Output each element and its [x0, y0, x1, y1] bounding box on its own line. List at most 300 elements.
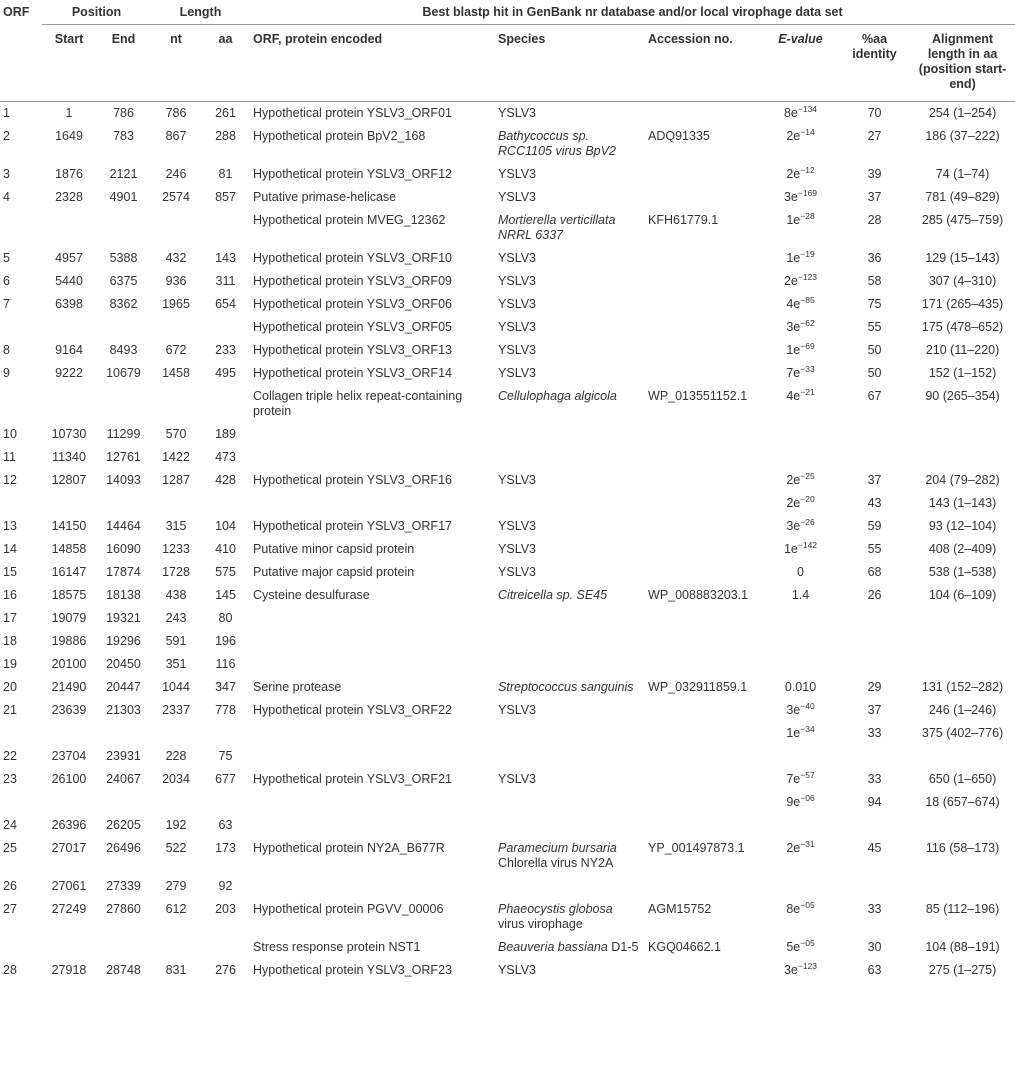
species: [495, 293, 645, 316]
end-position: 783: [113, 129, 134, 143]
e-value: [762, 584, 839, 607]
alignment-length: 204 (79–282): [925, 473, 1000, 487]
protein-encoded: Hypothetical protein NY2A_B677R: [253, 841, 445, 855]
e-value-exponent: −26: [800, 516, 815, 527]
aa-identity: [839, 875, 910, 898]
species: [495, 515, 645, 538]
col-position-header: Position: [42, 0, 151, 25]
protein-encoded: Hypothetical protein YSLV3_ORF16: [253, 473, 452, 487]
orf-number: 28: [3, 963, 17, 977]
length-nt: 243: [165, 611, 187, 625]
orf-number: 22: [3, 749, 17, 763]
col-species-header: Species: [495, 25, 645, 102]
table-body: [0, 102, 1015, 979]
species-name: YSLV3: [498, 703, 537, 717]
length-nt: [151, 492, 201, 515]
aa-identity: [839, 423, 910, 446]
species-name: YSLV3: [498, 519, 537, 533]
orf-number: 26: [3, 879, 17, 893]
length-aa: 311: [215, 274, 236, 288]
accession-number: WP_032911859.1: [648, 680, 748, 694]
species: [495, 814, 645, 837]
species-name: Phaeocystis globosa: [498, 902, 613, 916]
aa-identity: 30: [867, 940, 882, 954]
e-value-base: 1e: [783, 542, 798, 556]
length-aa: 288: [215, 129, 236, 143]
protein-encoded: Putative major capsid protein: [253, 565, 415, 579]
e-value: [762, 270, 839, 293]
species: [495, 209, 645, 247]
protein-encoded: Hypothetical protein YSLV3_ORF22: [253, 703, 452, 717]
length-aa: [201, 936, 250, 959]
table-row: [0, 247, 1015, 270]
length-aa: [201, 492, 250, 515]
protein-encoded: [250, 446, 495, 469]
aa-identity: 63: [867, 963, 882, 977]
accession-number: [645, 875, 762, 898]
accession-number: [645, 814, 762, 837]
e-value-exponent: −28: [800, 210, 815, 221]
start-position: 14150: [51, 519, 87, 533]
e-value: [762, 561, 839, 584]
length-nt: [151, 385, 201, 423]
e-value: [762, 875, 839, 898]
col-evalue-header: [762, 25, 839, 102]
species-name: YSLV3: [498, 251, 537, 265]
species: [495, 102, 645, 126]
length-aa: [201, 209, 250, 247]
e-value: [762, 898, 839, 936]
species-name: YSLV3: [498, 963, 537, 977]
species: [495, 125, 645, 163]
e-value: [762, 538, 839, 561]
e-value-base: 2e: [786, 473, 801, 487]
e-value-exponent: −142: [797, 539, 818, 550]
e-value-base: 2e: [786, 167, 801, 181]
length-nt: 438: [165, 588, 187, 602]
species-name: YSLV3: [498, 190, 537, 204]
col-accession-header: Accession no.: [645, 25, 762, 102]
e-value-exponent: −123: [797, 271, 818, 282]
species-name: YSLV3: [498, 167, 537, 181]
table-row: [0, 936, 1015, 959]
end-position: 12761: [106, 450, 141, 464]
length-aa: 80: [218, 611, 233, 625]
start-position: 27017: [51, 841, 87, 855]
protein-encoded: Hypothetical protein PGVV_00006: [253, 902, 444, 916]
protein-encoded: Hypothetical protein YSLV3_ORF14: [253, 366, 452, 380]
length-nt: 831: [165, 963, 187, 977]
species: [495, 676, 645, 699]
e-value-exponent: −40: [800, 700, 815, 711]
protein-encoded: Hypothetical protein YSLV3_ORF13: [253, 343, 452, 357]
accession-number: [645, 469, 762, 492]
start-position: 1: [65, 106, 73, 120]
length-nt: 1728: [162, 565, 190, 579]
end-position: 8362: [109, 297, 138, 311]
alignment-length: 781 (49–829): [925, 190, 1000, 204]
protein-encoded: [250, 607, 495, 630]
aa-identity: 37: [867, 190, 882, 204]
species-name-suffix: virus virophage: [498, 917, 583, 931]
end-position: 14093: [106, 473, 141, 487]
orf-number: 23: [3, 772, 17, 786]
length-aa: 143: [215, 251, 236, 265]
start-position: 1649: [55, 129, 83, 143]
end-position: 11299: [106, 427, 141, 441]
length-nt: 1965: [162, 297, 190, 311]
species-name: YSLV3: [498, 542, 537, 556]
orf-number: 11: [3, 450, 16, 464]
species-name: Streptococcus sanguinis: [498, 680, 634, 694]
accession-number: [645, 538, 762, 561]
species: [495, 339, 645, 362]
start-position: 12807: [51, 473, 87, 487]
species: [495, 446, 645, 469]
accession-number: YP_001497873.1: [648, 841, 745, 855]
start-position: 26396: [51, 818, 87, 832]
alignment-length: [910, 630, 1015, 653]
col-start-header: Start: [42, 25, 96, 102]
length-nt: 591: [165, 634, 187, 648]
species: [495, 936, 645, 959]
length-aa: [201, 385, 250, 423]
accession-number: [645, 270, 762, 293]
alignment-length: [910, 653, 1015, 676]
alignment-length: 143 (1–143): [928, 496, 997, 510]
alignment-length: 131 (152–282): [921, 680, 1004, 694]
aa-identity: 27: [867, 129, 882, 143]
orf-number: 8: [3, 343, 10, 357]
species-name: YSLV3: [498, 297, 537, 311]
aa-identity: [839, 630, 910, 653]
start-position: 16147: [51, 565, 87, 579]
alignment-length: 538 (1–538): [928, 565, 997, 579]
length-nt: 522: [165, 841, 187, 855]
alignment-length: [910, 814, 1015, 837]
table-row: [0, 186, 1015, 209]
e-value-base: 2e: [783, 274, 798, 288]
protein-encoded: [250, 745, 495, 768]
protein-encoded: Collagen triple helix repeat-containing protein: [253, 389, 463, 418]
start-position: [42, 791, 96, 814]
alignment-length: [910, 423, 1015, 446]
e-value: [762, 469, 839, 492]
protein-encoded: Cysteine desulfurase: [253, 588, 370, 602]
start-position: 9222: [55, 366, 83, 380]
end-position: [96, 316, 151, 339]
length-aa: 857: [215, 190, 236, 204]
orf-number: 12: [3, 473, 17, 487]
table-row: [0, 293, 1015, 316]
accession-number: [645, 515, 762, 538]
aa-identity: 94: [867, 795, 882, 809]
species: [495, 959, 645, 978]
length-aa: 347: [215, 680, 236, 694]
species-name: YSLV3: [498, 473, 537, 487]
e-value-exponent: −05: [800, 937, 815, 948]
length-nt: 351: [165, 657, 187, 671]
table-row: [0, 837, 1015, 875]
length-nt: 228: [165, 749, 187, 763]
accession-number: [645, 102, 762, 126]
length-nt: 1044: [162, 680, 190, 694]
e-value: [762, 653, 839, 676]
protein-encoded: [250, 492, 495, 515]
species: [495, 745, 645, 768]
length-aa: 276: [215, 963, 236, 977]
e-value-exponent: −21: [800, 386, 815, 397]
aa-identity: 28: [867, 213, 882, 227]
e-value: [762, 186, 839, 209]
e-value: [762, 163, 839, 186]
aa-identity: 37: [867, 703, 882, 717]
table-row: [0, 423, 1015, 446]
e-value-base: 2e: [786, 841, 801, 855]
orf-number: 5: [3, 251, 10, 265]
table-row: [0, 653, 1015, 676]
orf-number: 3: [3, 167, 10, 181]
table-row: [0, 316, 1015, 339]
end-position: [96, 791, 151, 814]
start-position: 10730: [51, 427, 87, 441]
length-nt: 1458: [162, 366, 190, 380]
e-value-exponent: −134: [797, 103, 818, 114]
length-aa: 473: [215, 450, 236, 464]
orf-number: [0, 492, 42, 515]
alignment-length: 85 (112–196): [925, 902, 1000, 916]
start-position: 1876: [55, 167, 83, 181]
aa-identity: 33: [867, 902, 882, 916]
orf-number: 27: [3, 902, 17, 916]
table-row: [0, 446, 1015, 469]
protein-encoded: Hypothetical protein MVEG_12362: [253, 213, 446, 227]
accession-number: WP_013551152.1: [648, 389, 748, 403]
e-value-exponent: −25: [800, 470, 815, 481]
e-value-exponent: −69: [800, 340, 815, 351]
e-value-base: 1.4: [791, 588, 810, 602]
orf-number: 10: [3, 427, 17, 441]
accession-number: [645, 362, 762, 385]
e-value-base: 4e: [786, 389, 801, 403]
species-name: YSLV3: [498, 106, 537, 120]
start-position: 6398: [55, 297, 83, 311]
e-value: [762, 362, 839, 385]
end-position: [96, 385, 151, 423]
species: [495, 469, 645, 492]
accession-number: [645, 339, 762, 362]
species-name: YSLV3: [498, 366, 537, 380]
col-aa-header: aa: [201, 25, 250, 102]
e-value: [762, 722, 839, 745]
accession-number: [645, 423, 762, 446]
alignment-length: 285 (475–759): [921, 213, 1004, 227]
table-row: [0, 561, 1015, 584]
end-position: 10679: [106, 366, 141, 380]
length-aa: 233: [215, 343, 236, 357]
length-nt: 2337: [162, 703, 190, 717]
aa-identity: 50: [867, 343, 882, 357]
e-value-base: 7e: [786, 366, 801, 380]
table-row: [0, 492, 1015, 515]
start-position: 5440: [55, 274, 83, 288]
orf-number: [0, 316, 42, 339]
aa-identity: [839, 745, 910, 768]
accession-number: [645, 653, 762, 676]
e-value: [762, 515, 839, 538]
end-position: 19296: [106, 634, 141, 648]
e-value: [762, 607, 839, 630]
e-value: [762, 699, 839, 722]
aa-identity: 33: [867, 772, 882, 786]
start-position: 19886: [51, 634, 87, 648]
aa-identity: 43: [867, 496, 882, 510]
orf-number: 16: [3, 588, 17, 602]
alignment-length: 152 (1–152): [928, 366, 997, 380]
orf-number: 14: [3, 542, 17, 556]
col-orf-header: ORF: [0, 0, 42, 102]
orf-number: [0, 791, 42, 814]
species: [495, 607, 645, 630]
species-name: Bathycoccus sp. RCC1105 virus BpV2: [498, 129, 616, 158]
e-value: [762, 293, 839, 316]
aa-identity: 36: [867, 251, 882, 265]
accession-number: [645, 163, 762, 186]
protein-encoded: [250, 653, 495, 676]
e-value: [762, 630, 839, 653]
accession-number: [645, 446, 762, 469]
e-value-base: 4e: [786, 297, 801, 311]
protein-encoded: Hypothetical protein YSLV3_ORF23: [253, 963, 452, 977]
protein-encoded: Hypothetical protein YSLV3_ORF01: [253, 106, 452, 120]
length-aa: 116: [215, 657, 236, 671]
col-end-header: End: [96, 25, 151, 102]
aa-identity: 55: [867, 320, 882, 334]
species-name: Beauveria bassiana: [498, 940, 608, 954]
length-aa: 778: [215, 703, 236, 717]
species-name: Paramecium bursaria: [498, 841, 617, 855]
e-value-base: 5e: [786, 940, 801, 954]
e-value: [762, 768, 839, 791]
table-row: [0, 699, 1015, 722]
orf-number: 7: [3, 297, 10, 311]
start-position: 19079: [51, 611, 87, 625]
e-value-base: 7e: [786, 772, 801, 786]
orf-number: 15: [3, 565, 17, 579]
species-name: YSLV3: [498, 343, 537, 357]
protein-encoded: Hypothetical protein BpV2_168: [253, 129, 426, 143]
length-nt: 1287: [162, 473, 190, 487]
orf-number: 21: [3, 703, 17, 717]
aa-identity: 50: [867, 366, 882, 380]
species: [495, 722, 645, 745]
orf-number: [0, 385, 42, 423]
e-value-base: 8e: [783, 106, 798, 120]
table-row: [0, 607, 1015, 630]
protein-encoded: [250, 722, 495, 745]
species: [495, 247, 645, 270]
species-name-suffix: D1-5: [611, 940, 639, 954]
start-position: 23639: [51, 703, 87, 717]
length-nt: 246: [165, 167, 187, 181]
e-value: [762, 125, 839, 163]
end-position: 16090: [106, 542, 141, 556]
alignment-length: [910, 446, 1015, 469]
table-row: [0, 538, 1015, 561]
end-position: 786: [113, 106, 134, 120]
length-aa: 495: [215, 366, 236, 380]
e-value-base: 0.010: [784, 680, 817, 694]
protein-encoded: [250, 791, 495, 814]
aa-identity: 75: [867, 297, 882, 311]
accession-number: [645, 186, 762, 209]
species: [495, 270, 645, 293]
e-value-base: 2e: [786, 129, 801, 143]
aa-identity: [839, 446, 910, 469]
species: [495, 492, 645, 515]
length-aa: 677: [215, 772, 236, 786]
length-aa: 145: [215, 588, 236, 602]
end-position: 2121: [109, 167, 138, 181]
alignment-length: 307 (4–310): [928, 274, 997, 288]
species: [495, 385, 645, 423]
aa-identity: 67: [867, 389, 882, 403]
protein-encoded: Hypothetical protein YSLV3_ORF05: [253, 320, 452, 334]
aa-identity: 33: [867, 726, 882, 740]
length-nt: 936: [165, 274, 187, 288]
table-row: [0, 584, 1015, 607]
alignment-length: 408 (2–409): [928, 542, 997, 556]
start-position: 9164: [55, 343, 83, 357]
length-aa: [201, 722, 250, 745]
species-name-suffix: Chlorella virus NY2A: [498, 856, 614, 870]
length-aa: 81: [218, 167, 233, 181]
end-position: 8493: [109, 343, 138, 357]
end-position: 21303: [106, 703, 141, 717]
alignment-length: 18 (657–674): [925, 795, 1000, 809]
length-nt: [151, 316, 201, 339]
orf-number: 6: [3, 274, 10, 288]
species-name: YSLV3: [498, 772, 537, 786]
start-position: 27061: [51, 879, 87, 893]
table-row: [0, 362, 1015, 385]
protein-encoded: Hypothetical protein YSLV3_ORF17: [253, 519, 452, 533]
length-nt: [151, 722, 201, 745]
e-value-base: 1e: [786, 726, 801, 740]
table-row: [0, 630, 1015, 653]
e-value-base: 1e: [786, 213, 801, 227]
orf-number: 13: [3, 519, 17, 533]
alignment-length: 93 (12–104): [928, 519, 997, 533]
length-aa: 173: [215, 841, 236, 855]
length-aa: 104: [215, 519, 236, 533]
start-position: 4957: [55, 251, 83, 265]
species-name: Cellulophaga algicola: [498, 389, 617, 403]
alignment-length: 171 (265–435): [921, 297, 1004, 311]
table-row: [0, 125, 1015, 163]
e-value-exponent: −85: [800, 294, 815, 305]
protein-encoded: Putative minor capsid protein: [253, 542, 415, 556]
length-nt: 672: [165, 343, 187, 357]
e-value-exponent: −20: [800, 493, 815, 504]
start-position: [42, 209, 96, 247]
alignment-length: 74 (1–74): [935, 167, 990, 181]
e-value-base: 2e: [786, 496, 801, 510]
length-nt: 2034: [162, 772, 190, 786]
table-row: [0, 722, 1015, 745]
end-position: 23931: [106, 749, 141, 763]
e-value: [762, 959, 839, 978]
